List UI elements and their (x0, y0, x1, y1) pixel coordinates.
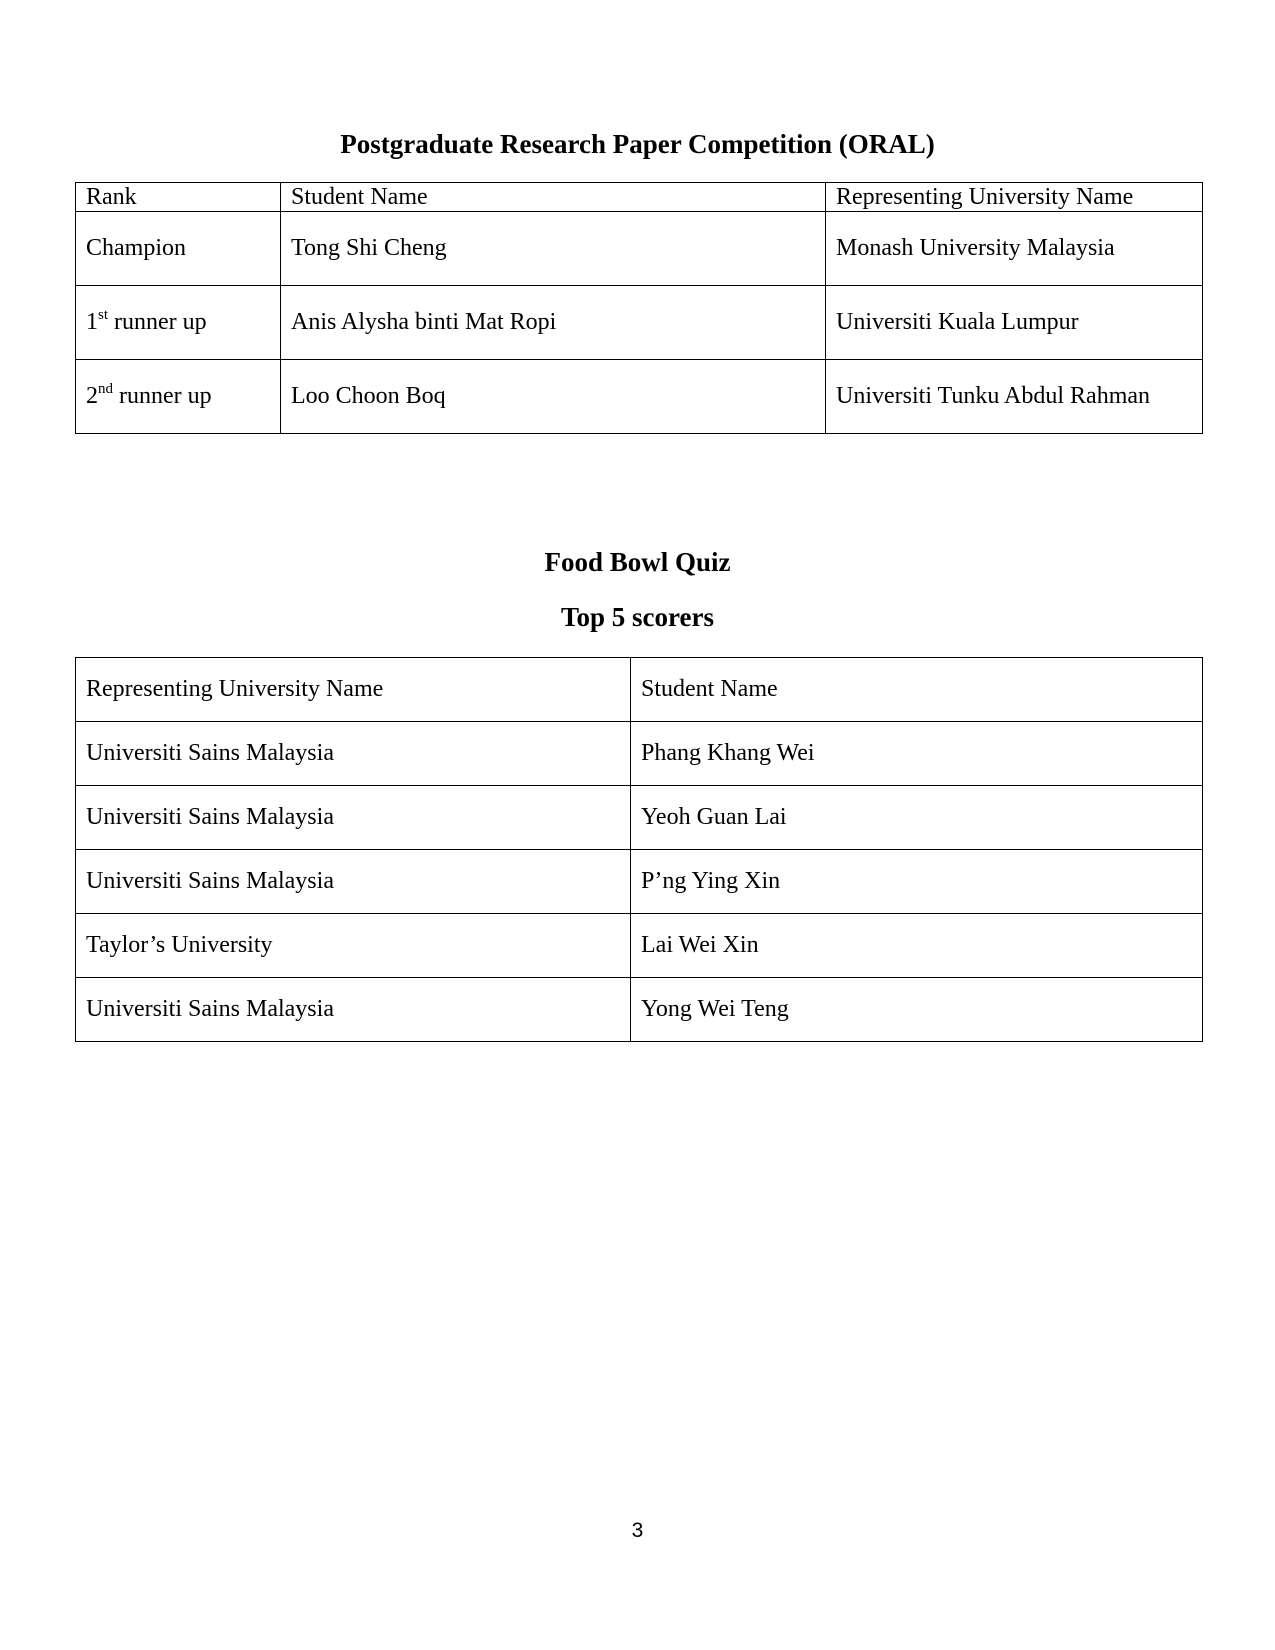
rank-suffix: runner up (108, 309, 207, 335)
rank-cell (76, 212, 281, 286)
oral-competition-title: Postgraduate Research Paper Competition (ORAL) (340, 129, 935, 159)
student-name-cell: P’ng Ying Xin (631, 850, 1203, 914)
university-cell: Monash University Malaysia (826, 212, 1203, 286)
university-cell: Universiti Sains Malaysia (76, 722, 631, 786)
rank-ordinal: nd (98, 381, 113, 397)
university-header: Representing University Name (76, 658, 631, 722)
student-name-cell: Phang Khang Wei (631, 722, 1203, 786)
student-name-header: Student Name (281, 183, 826, 212)
table-row (76, 722, 1203, 786)
student-name-cell: Yong Wei Teng (631, 978, 1203, 1042)
table-row (76, 286, 1203, 360)
university-header: Representing University Name (826, 183, 1203, 212)
table-row (76, 850, 1203, 914)
table-row (76, 914, 1203, 978)
university-cell: Universiti Tunku Abdul Rahman (826, 360, 1203, 434)
rank-text: Champion (86, 235, 186, 261)
rank-text: 2 (86, 383, 98, 409)
rank-text: 1 (86, 309, 98, 335)
university-cell: Universiti Sains Malaysia (76, 978, 631, 1042)
table-row (76, 978, 1203, 1042)
university-cell: Taylor’s University (76, 914, 631, 978)
university-cell: Universiti Sains Malaysia (76, 786, 631, 850)
student-name-cell: Lai Wei Xin (631, 914, 1203, 978)
page-number: 3 (631, 1519, 644, 1542)
quiz-scorers-table (75, 657, 1203, 1042)
table-header-row (76, 658, 1203, 722)
table-row (76, 786, 1203, 850)
table-row (76, 212, 1203, 286)
student-name-cell: Anis Alysha binti Mat Ropi (281, 286, 826, 360)
rank-cell (76, 286, 281, 360)
university-cell: Universiti Sains Malaysia (76, 850, 631, 914)
table-header-row (76, 183, 1203, 212)
quiz-subtitle: Top 5 scorers (560, 602, 714, 632)
rank-cell (76, 360, 281, 434)
student-name-cell: Loo Choon Boq (281, 360, 826, 434)
student-name-cell: Yeoh Guan Lai (631, 786, 1203, 850)
rank-header: Rank (76, 183, 281, 212)
oral-results-table (75, 182, 1203, 434)
rank-suffix: runner up (113, 383, 212, 409)
student-name-header: Student Name (631, 658, 1203, 722)
student-name-cell: Tong Shi Cheng (281, 212, 826, 286)
university-cell: Universiti Kuala Lumpur (826, 286, 1203, 360)
table-row (76, 360, 1203, 434)
rank-ordinal: st (98, 307, 109, 323)
quiz-title: Food Bowl Quiz (544, 547, 731, 577)
